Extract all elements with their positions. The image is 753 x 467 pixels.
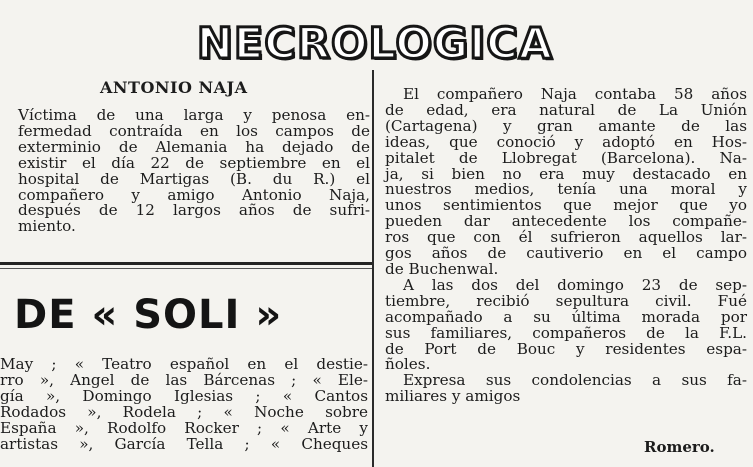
text-line: después de 12 largos años de sufri-	[18, 201, 370, 220]
text-line: A las dos del domingo 23 de sep-	[403, 275, 747, 294]
text-line: de edad, era natural de La Unión	[385, 100, 747, 119]
soli-column	[0, 357, 368, 452]
text-line: El compañero Naja contaba 58 años	[403, 85, 747, 103]
text-line: tiembre, recibió sepultura civil. Fué	[385, 291, 747, 310]
headline-necrologica: NECROLOGICA	[196, 19, 554, 69]
text-line: Rodados », Rodela ; « Noche sobre	[0, 402, 368, 421]
text-line: gos años de cautiverio en el campo	[385, 244, 747, 263]
text-line: (Cartagena) y gran amante de las	[385, 116, 747, 135]
obituary-left-column	[18, 108, 370, 235]
text-line: pitalet de Llobregat (Barcelona). Na-	[385, 148, 747, 167]
text-line: exterminio de Alemania ha dejado de	[18, 137, 370, 156]
text-line: Víctima de una larga y penosa en-	[18, 106, 370, 124]
signature: Romero.	[644, 438, 715, 456]
text-line: miento.	[18, 217, 76, 236]
soli-heading: DE « SOLI »	[14, 292, 283, 338]
text-line: compañero y amigo Antonio Naja,	[18, 185, 370, 204]
text-line: ñoles.	[385, 355, 431, 374]
obituary-name: ANTONIO NAJA	[100, 78, 248, 97]
text-line: unos sentimientos que mejor que yo	[385, 196, 747, 215]
text-line: de Buchenwal.	[385, 259, 499, 278]
text-line: sus familiares, compañeros de la F.L.	[385, 323, 747, 342]
text-line: acompañado a su última morada por	[385, 307, 747, 326]
section-divider-thin	[0, 268, 372, 269]
text-line: fermedad contraída en los campos de	[18, 121, 370, 140]
text-line: ja, si bien no era muy destacado en	[385, 164, 747, 183]
text-line: ideas, que conoció y adoptó en Hos-	[385, 132, 747, 151]
text-line: gía », Domingo Iglesias ; « Cantos	[0, 386, 368, 405]
obituary-right-column	[385, 87, 747, 405]
text-line: hospital de Martigas (B. du R.) el	[18, 169, 370, 188]
text-line: pueden dar antecedente los compañe-	[385, 212, 747, 231]
text-line: rro », Angel de las Bárcenas ; « Ele-	[0, 370, 368, 389]
section-divider	[0, 262, 372, 265]
column-divider	[372, 70, 374, 467]
text-line: existir el día 22 de septiembre en el	[18, 153, 370, 172]
text-line: nuestros medios, tenía una moral y	[385, 180, 747, 199]
text-line: miliares y amigos	[385, 387, 521, 406]
text-line: artistas », García Tella ; « Cheques	[0, 434, 368, 453]
text-line: España », Rodolfo Rocker ; « Arte y	[0, 418, 368, 437]
text-line: May ; « Teatro español en el destie-	[0, 355, 368, 373]
text-line: Expresa sus condolencias a sus fa-	[403, 371, 747, 390]
text-line: de Port de Bouc y residentes espa-	[385, 339, 747, 358]
text-line: ros que con él sufrieron aquellos lar-	[385, 228, 747, 247]
